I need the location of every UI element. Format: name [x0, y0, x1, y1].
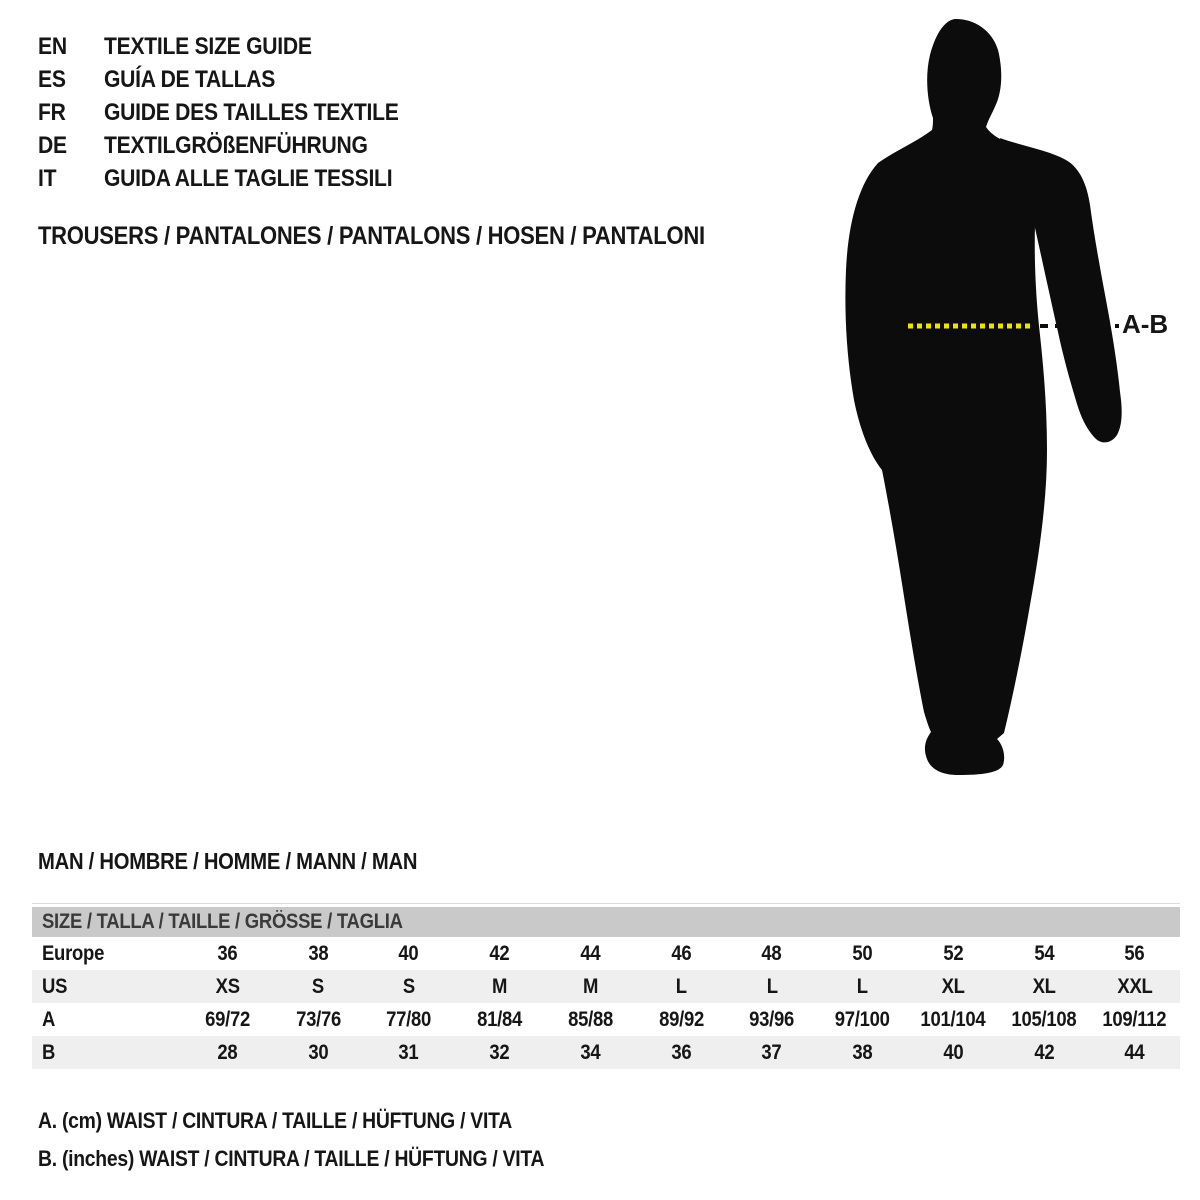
- table-cell: 54: [1033, 941, 1054, 965]
- language-code: IT: [38, 164, 57, 192]
- table-cell: 97/100: [835, 1007, 890, 1031]
- table-cell: XL: [941, 974, 965, 998]
- section-title: MAN / HOMBRE / HOMME / MANN / MAN: [38, 848, 418, 874]
- language-row-de: [38, 129, 439, 162]
- table-cell: XS: [215, 974, 240, 998]
- table-cell: L: [675, 974, 687, 998]
- table-cell: 37: [761, 1040, 782, 1064]
- table-cell: 42: [1033, 1040, 1054, 1064]
- table-cell: S: [312, 974, 325, 998]
- table-cell: 81/84: [477, 1007, 523, 1031]
- guide-title: GUIDA ALLE TAGLIE TESSILI: [104, 164, 393, 192]
- man-silhouette-right-arm: [1000, 138, 1122, 442]
- table-cell: 105/108: [1011, 1007, 1077, 1031]
- table-cell: 44: [1124, 1040, 1145, 1064]
- table-cell: 56: [1124, 941, 1145, 965]
- language-row-it: [38, 162, 439, 195]
- table-cell: 34: [580, 1040, 601, 1064]
- guide-title: GUIDE DES TAILLES TEXTILE: [104, 98, 399, 126]
- waist-measure-label: A-B: [1122, 309, 1169, 339]
- size-table-header-row: [32, 907, 1180, 937]
- table-cell: 77/80: [386, 1007, 432, 1031]
- row-label: A: [42, 1007, 56, 1031]
- row-label: US: [42, 974, 68, 998]
- table-cell: 44: [580, 941, 601, 965]
- guide-title: TEXTILGRÖßENFÜHRUNG: [104, 131, 368, 159]
- table-cell: 48: [761, 941, 782, 965]
- table-cell: 40: [398, 941, 419, 965]
- table-row-europe: [32, 937, 1180, 970]
- table-cell: 93/96: [749, 1007, 795, 1031]
- size-table-header-label: SIZE / TALLA / TAILLE / GRÖSSE / TAGLIA: [42, 910, 403, 933]
- table-cell: 36: [671, 1040, 692, 1064]
- language-guide-list: [38, 30, 439, 195]
- language-code: FR: [38, 98, 66, 126]
- table-row-a-cm: [32, 1003, 1180, 1036]
- row-label: Europe: [42, 941, 105, 965]
- table-cell: S: [402, 974, 415, 998]
- table-cell: 50: [852, 941, 873, 965]
- table-cell: 42: [489, 941, 510, 965]
- row-label: B: [42, 1040, 56, 1064]
- table-cell: XXL: [1117, 974, 1153, 998]
- language-row-es: [38, 63, 439, 96]
- table-cell: 40: [943, 1040, 964, 1064]
- table-cell: 31: [398, 1040, 419, 1064]
- table-cell: 109/112: [1102, 1007, 1167, 1031]
- man-silhouette-body: [845, 19, 1047, 775]
- language-row-en: [38, 30, 439, 63]
- table-cell: 38: [308, 941, 329, 965]
- table-cell: L: [766, 974, 778, 998]
- table-cell: 36: [217, 941, 238, 965]
- table-cell: 101/104: [920, 1007, 986, 1031]
- table-cell: 69/72: [204, 1007, 250, 1031]
- language-code: EN: [38, 32, 67, 60]
- table-row-b-inches: [32, 1036, 1180, 1069]
- language-code: ES: [38, 65, 66, 93]
- table-cell: 32: [489, 1040, 510, 1064]
- footnote-a-cm-waist: A. (cm) WAIST / CINTURA / TAILLE / HÜFTUNG / VITA: [38, 1108, 512, 1133]
- language-row-fr: [38, 96, 439, 129]
- size-table: [32, 903, 1180, 1069]
- table-cell: L: [856, 974, 869, 998]
- language-code: DE: [38, 131, 67, 159]
- table-cell: 89/92: [658, 1007, 704, 1031]
- category-title: TROUSERS / PANTALONES / PANTALONS / HOSEN / PANTALONI: [38, 222, 705, 250]
- table-cell: 73/76: [295, 1007, 341, 1031]
- footnote-b-inches-waist: B. (inches) WAIST / CINTURA / TAILLE / HÜFTUNG / VITA: [38, 1146, 545, 1171]
- table-cell: 38: [852, 1040, 873, 1064]
- table-cell: 85/88: [567, 1007, 613, 1031]
- table-cell: M: [582, 974, 598, 998]
- table-cell: M: [492, 974, 508, 998]
- table-cell: XL: [1032, 974, 1056, 998]
- table-cell: 46: [671, 941, 692, 965]
- guide-title: TEXTILE SIZE GUIDE: [104, 32, 312, 60]
- table-cell: 52: [943, 941, 964, 965]
- table-cell: 28: [217, 1040, 238, 1064]
- table-row-us: [32, 970, 1180, 1003]
- guide-title: GUÍA DE TALLAS: [104, 65, 276, 93]
- table-cell: 30: [308, 1040, 329, 1064]
